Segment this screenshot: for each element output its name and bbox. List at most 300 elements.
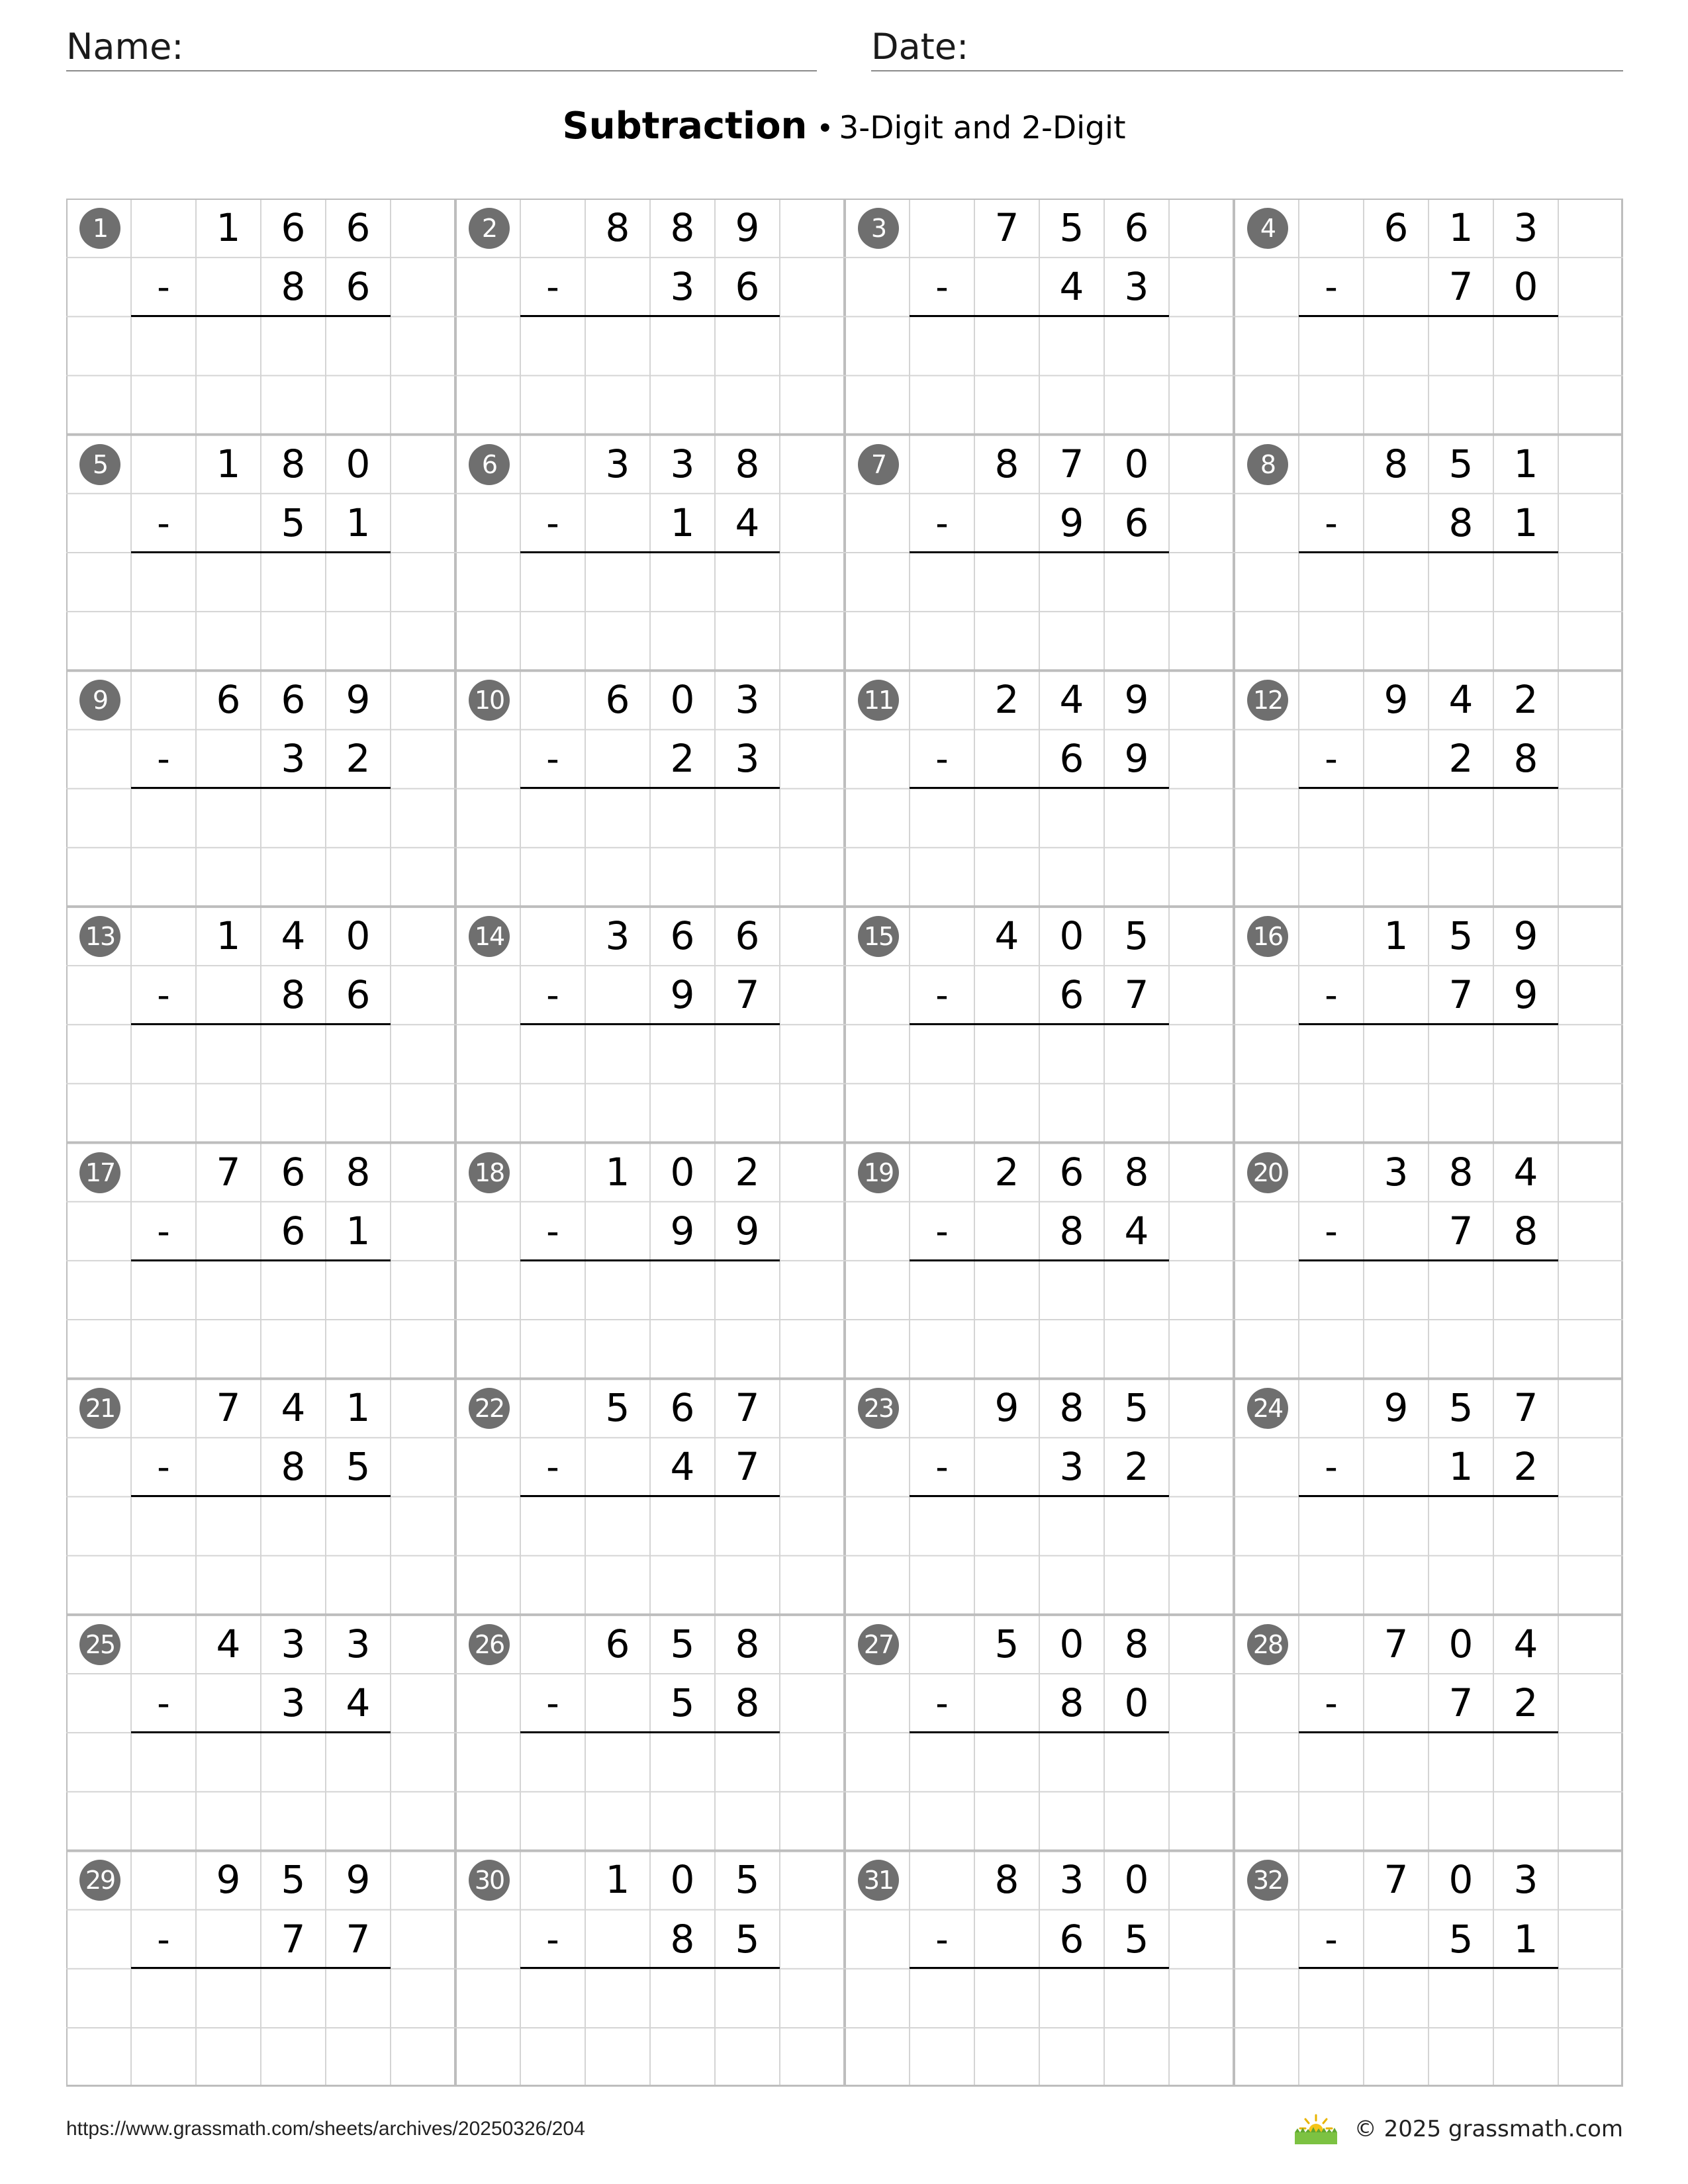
subtrahend-digit: 2: [1513, 1444, 1538, 1490]
minuend-digit: 6: [281, 1149, 306, 1195]
subtrahend-digit: 6: [1124, 500, 1149, 545]
minuend-digit: 6: [1059, 1149, 1084, 1195]
minuend-digit: 3: [1383, 1149, 1409, 1195]
subtrahend-digit: 6: [735, 264, 760, 310]
minuend-digit: 1: [1513, 441, 1538, 486]
subtrahend-digit: 3: [281, 736, 306, 782]
minuend-digit: 5: [1448, 441, 1474, 486]
minus-sign: -: [546, 738, 559, 780]
subtrahend-digit: 4: [1124, 1208, 1149, 1253]
minuend-digit: 6: [735, 913, 760, 958]
subtrahend-digit: 5: [1448, 1916, 1474, 1962]
minuend-digit: 3: [281, 1621, 306, 1666]
subtrahend-digit: 5: [1124, 1916, 1149, 1962]
problem-number-badge: 31: [858, 1860, 899, 1901]
problem-3: [845, 199, 1234, 434]
minus-sign: -: [935, 266, 949, 308]
problem-number-badge: 18: [469, 1152, 510, 1193]
subtrahend-digit: 3: [1059, 1444, 1084, 1490]
subtrahend-digit: 4: [346, 1680, 371, 1725]
minuend-digit: 8: [1383, 441, 1409, 486]
subtrahend-digit: 2: [1448, 736, 1474, 782]
minus-sign: -: [546, 974, 559, 1017]
answer-line: [1299, 1495, 1558, 1497]
minuend-digit: 0: [670, 1149, 695, 1195]
minuend-digit: 4: [216, 1621, 241, 1666]
minuend-digit: 6: [605, 1621, 630, 1666]
problem-13: [66, 907, 455, 1142]
minuend-digit: 5: [1448, 1385, 1474, 1431]
subtrahend-digit: 4: [735, 500, 760, 545]
minuend-digit: 3: [605, 441, 630, 486]
minuend-digit: 6: [346, 205, 371, 250]
minuend-digit: 6: [216, 677, 241, 723]
minuend-digit: 7: [1059, 441, 1084, 486]
footer-url: https://www.grassmath.com/sheets/archives/20250326/204: [66, 2118, 585, 2140]
problem-23: [845, 1379, 1234, 1614]
answer-line: [131, 1731, 391, 1733]
minus-sign: -: [157, 738, 170, 780]
minuend-digit: 7: [216, 1385, 241, 1431]
answer-line: [1299, 1023, 1558, 1025]
subtrahend-digit: 8: [1059, 1680, 1084, 1725]
problem-17: [66, 1143, 455, 1379]
minuend-digit: 3: [346, 1621, 371, 1666]
subtrahend-digit: 6: [346, 264, 371, 310]
problem-number-badge: 10: [469, 680, 510, 721]
minuend-digit: 1: [1448, 205, 1474, 250]
subtrahend-digit: 4: [670, 1444, 695, 1490]
minuend-digit: 1: [605, 1149, 630, 1195]
subtrahend-digit: 7: [346, 1916, 371, 1962]
minuend-digit: 8: [735, 441, 760, 486]
minuend-digit: 7: [1513, 1385, 1538, 1431]
minus-sign: -: [935, 738, 949, 780]
minuend-digit: 3: [605, 913, 630, 958]
minuend-digit: 9: [735, 205, 760, 250]
answer-line: [520, 551, 780, 553]
answer-line: [1299, 551, 1558, 553]
minuend-digit: 5: [1448, 913, 1474, 958]
subtrahend-digit: 7: [1448, 264, 1474, 310]
subtrahend-digit: 5: [735, 1916, 760, 1962]
problem-28: [1234, 1615, 1623, 1850]
minuend-digit: 9: [1383, 1385, 1409, 1431]
minus-sign: -: [157, 502, 170, 544]
minuend-digit: 0: [1059, 913, 1084, 958]
answer-line: [1299, 315, 1558, 317]
subtrahend-digit: 1: [346, 500, 371, 545]
minuend-digit: 3: [1513, 1857, 1538, 1903]
minuend-digit: 8: [281, 441, 306, 486]
subtrahend-digit: 9: [1513, 972, 1538, 1018]
answer-line: [910, 787, 1169, 789]
minus-sign: -: [935, 974, 949, 1017]
subtrahend-digit: 8: [1059, 1208, 1084, 1253]
minuend-digit: 0: [670, 1857, 695, 1903]
answer-line: [520, 1259, 780, 1261]
problem-number-badge: 7: [858, 444, 899, 485]
minus-sign: -: [157, 1682, 170, 1724]
answer-line: [131, 787, 391, 789]
subtrahend-digit: 1: [1448, 1444, 1474, 1490]
answer-line: [131, 1495, 391, 1497]
minuend-digit: 0: [346, 441, 371, 486]
minuend-digit: 1: [346, 1385, 371, 1431]
minuend-digit: 8: [346, 1149, 371, 1195]
problem-number-badge: 24: [1247, 1388, 1288, 1429]
minuend-digit: 5: [1124, 1385, 1149, 1431]
problem-number-badge: 19: [858, 1152, 899, 1193]
minus-sign: -: [546, 266, 559, 308]
minuend-digit: 9: [346, 1857, 371, 1903]
problem-11: [845, 670, 1234, 906]
minuend-digit: 5: [670, 1621, 695, 1666]
title-main: Subtraction: [562, 105, 808, 148]
minuend-digit: 1: [1383, 913, 1409, 958]
problem-7: [845, 435, 1234, 670]
minus-sign: -: [1325, 738, 1338, 780]
subtrahend-digit: 3: [735, 736, 760, 782]
minus-sign: -: [546, 502, 559, 544]
minuend-digit: 6: [1383, 205, 1409, 250]
problem-number-badge: 20: [1247, 1152, 1288, 1193]
minuend-digit: 6: [605, 677, 630, 723]
subtrahend-digit: 9: [735, 1208, 760, 1253]
minus-sign: -: [935, 1446, 949, 1488]
minus-sign: -: [1325, 1682, 1338, 1724]
subtrahend-digit: 9: [670, 1208, 695, 1253]
problem-2: [455, 199, 845, 434]
minuend-digit: 3: [1059, 1857, 1084, 1903]
answer-line: [520, 1495, 780, 1497]
subtrahend-digit: 3: [670, 264, 695, 310]
minus-sign: -: [935, 502, 949, 544]
minus-sign: -: [157, 1446, 170, 1488]
problem-14: [455, 907, 845, 1142]
answer-line: [520, 315, 780, 317]
date-label: Date:: [871, 26, 969, 68]
problem-number-badge: 4: [1247, 208, 1288, 249]
subtrahend-digit: 8: [281, 1444, 306, 1490]
subtrahend-digit: 1: [670, 500, 695, 545]
answer-line: [910, 1259, 1169, 1261]
minuend-digit: 1: [216, 205, 241, 250]
minuend-digit: 0: [1448, 1621, 1474, 1666]
subtrahend-digit: 1: [1513, 500, 1538, 545]
answer-line: [910, 1495, 1169, 1497]
title-bullet: •: [816, 112, 834, 146]
subtrahend-digit: 9: [670, 972, 695, 1018]
problem-number-badge: 27: [858, 1624, 899, 1665]
minus-sign: -: [546, 1210, 559, 1252]
subtrahend-digit: 8: [281, 264, 306, 310]
minuend-digit: 9: [346, 677, 371, 723]
subtrahend-digit: 2: [1124, 1444, 1149, 1490]
problem-8: [1234, 435, 1623, 670]
minuend-digit: 8: [735, 1621, 760, 1666]
minuend-digit: 7: [216, 1149, 241, 1195]
answer-line: [520, 787, 780, 789]
subtrahend-digit: 3: [1124, 264, 1149, 310]
problem-27: [845, 1615, 1234, 1850]
problem-number-badge: 23: [858, 1388, 899, 1429]
minuend-digit: 9: [1513, 913, 1538, 958]
minuend-digit: 4: [1513, 1149, 1538, 1195]
subtrahend-digit: 8: [1513, 1208, 1538, 1253]
minuend-digit: 4: [281, 1385, 306, 1431]
minuend-digit: 9: [1383, 677, 1409, 723]
problem-number-badge: 26: [469, 1624, 510, 1665]
title-subtitle: 3-Digit and 2-Digit: [839, 110, 1126, 146]
name-field[interactable]: [66, 24, 817, 71]
minuend-digit: 8: [670, 205, 695, 250]
subtrahend-digit: 5: [281, 500, 306, 545]
problem-12: [1234, 670, 1623, 906]
minuend-digit: 4: [994, 913, 1019, 958]
problem-number-badge: 1: [79, 208, 120, 249]
minus-sign: -: [935, 1918, 949, 1960]
subtrahend-digit: 8: [281, 972, 306, 1018]
problem-number-badge: 2: [469, 208, 510, 249]
minus-sign: -: [1325, 1446, 1338, 1488]
problem-number-badge: 9: [79, 680, 120, 721]
minus-sign: -: [157, 974, 170, 1017]
subtrahend-digit: 7: [1448, 1208, 1474, 1253]
minuend-digit: 7: [1383, 1857, 1409, 1903]
minus-sign: -: [546, 1918, 559, 1960]
minuend-digit: 3: [1513, 205, 1538, 250]
minuend-digit: 9: [1124, 677, 1149, 723]
problem-19: [845, 1143, 1234, 1379]
subtrahend-digit: 5: [346, 1444, 371, 1490]
problem-number-badge: 22: [469, 1388, 510, 1429]
problem-32: [1234, 1850, 1623, 2086]
subtrahend-digit: 6: [346, 972, 371, 1018]
subtrahend-digit: 8: [735, 1680, 760, 1725]
problem-5: [66, 435, 455, 670]
answer-line: [910, 1731, 1169, 1733]
minuend-digit: 4: [1059, 677, 1084, 723]
answer-line: [910, 551, 1169, 553]
minuend-digit: 0: [1448, 1857, 1474, 1903]
problem-9: [66, 670, 455, 906]
minuend-digit: 8: [1448, 1149, 1474, 1195]
minuend-digit: 5: [281, 1857, 306, 1903]
problem-number-badge: 15: [858, 916, 899, 957]
minuend-digit: 4: [1513, 1621, 1538, 1666]
problem-18: [455, 1143, 845, 1379]
answer-line: [910, 1967, 1169, 1969]
minus-sign: -: [1325, 266, 1338, 308]
minuend-digit: 7: [735, 1385, 760, 1431]
subtrahend-digit: 6: [1059, 736, 1084, 782]
subtrahend-digit: 6: [1059, 972, 1084, 1018]
problem-1: [66, 199, 455, 434]
problem-number-badge: 32: [1247, 1860, 1288, 1901]
minus-sign: -: [935, 1682, 949, 1724]
minuend-digit: 4: [1448, 677, 1474, 723]
subtrahend-digit: 2: [670, 736, 695, 782]
minuend-digit: 2: [1513, 677, 1538, 723]
subtrahend-digit: 5: [670, 1680, 695, 1725]
subtrahend-digit: 9: [1059, 500, 1084, 545]
subtrahend-digit: 7: [281, 1916, 306, 1962]
minus-sign: -: [546, 1446, 559, 1488]
minuend-digit: 6: [1124, 205, 1149, 250]
minuend-digit: 7: [994, 205, 1019, 250]
answer-line: [131, 551, 391, 553]
subtrahend-digit: 4: [1059, 264, 1084, 310]
answer-line: [131, 315, 391, 317]
minuend-digit: 6: [281, 677, 306, 723]
problem-number-badge: 25: [79, 1624, 120, 1665]
footer-brand: [1292, 2113, 1623, 2146]
problem-number-badge: 28: [1247, 1624, 1288, 1665]
minuend-digit: 8: [1059, 1385, 1084, 1431]
problem-25: [66, 1615, 455, 1850]
problem-29: [66, 1850, 455, 2086]
problem-number-badge: 5: [79, 444, 120, 485]
minuend-digit: 7: [1383, 1621, 1409, 1666]
problem-number-badge: 17: [79, 1152, 120, 1193]
minuend-digit: 3: [670, 441, 695, 486]
problem-grid: [66, 199, 1623, 2087]
subtrahend-digit: 0: [1513, 264, 1538, 310]
minuend-digit: 5: [1059, 205, 1084, 250]
subtrahend-digit: 6: [1059, 1916, 1084, 1962]
minus-sign: -: [1325, 1210, 1338, 1252]
minus-sign: -: [1325, 974, 1338, 1017]
minuend-digit: 5: [605, 1385, 630, 1431]
problem-10: [455, 670, 845, 906]
minuend-digit: 0: [346, 913, 371, 958]
problem-number-badge: 14: [469, 916, 510, 957]
problem-24: [1234, 1379, 1623, 1614]
minuend-digit: 5: [994, 1621, 1019, 1666]
answer-line: [520, 1023, 780, 1025]
problem-22: [455, 1379, 845, 1614]
answer-line: [131, 1023, 391, 1025]
subtrahend-digit: 8: [1513, 736, 1538, 782]
worksheet-title: [0, 105, 1688, 148]
answer-line: [520, 1731, 780, 1733]
minuend-digit: 2: [994, 677, 1019, 723]
problem-number-badge: 29: [79, 1860, 120, 1901]
minuend-digit: 0: [1124, 441, 1149, 486]
minuend-digit: 8: [1124, 1149, 1149, 1195]
problem-6: [455, 435, 845, 670]
minus-sign: -: [1325, 1918, 1338, 1960]
answer-line: [910, 315, 1169, 317]
subtrahend-digit: 2: [1513, 1680, 1538, 1725]
date-field[interactable]: [871, 24, 1623, 71]
minuend-digit: 4: [281, 913, 306, 958]
subtrahend-digit: 8: [1448, 500, 1474, 545]
minuend-digit: 8: [1124, 1621, 1149, 1666]
minus-sign: -: [157, 1210, 170, 1252]
minuend-digit: 3: [735, 677, 760, 723]
subtrahend-digit: 1: [1513, 1916, 1538, 1962]
problem-4: [1234, 199, 1623, 434]
problem-16: [1234, 907, 1623, 1142]
problem-number-badge: 3: [858, 208, 899, 249]
problem-number-badge: 13: [79, 916, 120, 957]
problem-number-badge: 11: [858, 680, 899, 721]
answer-line: [131, 1967, 391, 1969]
subtrahend-digit: 3: [281, 1680, 306, 1725]
grass-sun-logo-icon: [1292, 2113, 1340, 2146]
problem-26: [455, 1615, 845, 1850]
subtrahend-digit: 0: [1124, 1680, 1149, 1725]
problem-15: [845, 907, 1234, 1142]
minuend-digit: 9: [994, 1385, 1019, 1431]
minuend-digit: 0: [670, 677, 695, 723]
minuend-digit: 0: [1124, 1857, 1149, 1903]
minuend-digit: 1: [605, 1857, 630, 1903]
minuend-digit: 6: [281, 205, 306, 250]
problem-31: [845, 1850, 1234, 2086]
minuend-digit: 8: [605, 205, 630, 250]
minuend-digit: 8: [994, 441, 1019, 486]
problem-number-badge: 12: [1247, 680, 1288, 721]
subtrahend-digit: 2: [346, 736, 371, 782]
minuend-digit: 6: [670, 913, 695, 958]
problem-number-badge: 16: [1247, 916, 1288, 957]
problem-number-badge: 8: [1247, 444, 1288, 485]
subtrahend-digit: 7: [1448, 1680, 1474, 1725]
minuend-digit: 0: [1059, 1621, 1084, 1666]
answer-line: [131, 1259, 391, 1261]
answer-line: [1299, 1731, 1558, 1733]
subtrahend-digit: 8: [670, 1916, 695, 1962]
minuend-digit: 8: [994, 1857, 1019, 1903]
subtrahend-digit: 6: [281, 1208, 306, 1253]
subtrahend-digit: 7: [1124, 972, 1149, 1018]
minuend-digit: 2: [735, 1149, 760, 1195]
footer-copyright: © 2025 grassmath.com: [1354, 2116, 1623, 2142]
minuend-digit: 5: [1124, 913, 1149, 958]
answer-line: [910, 1023, 1169, 1025]
subtrahend-digit: 7: [735, 1444, 760, 1490]
subtrahend-digit: 1: [346, 1208, 371, 1253]
minus-sign: -: [1325, 502, 1338, 544]
answer-line: [1299, 1967, 1558, 1969]
problem-number-badge: 6: [469, 444, 510, 485]
problem-number-badge: 21: [79, 1388, 120, 1429]
subtrahend-digit: 7: [735, 972, 760, 1018]
subtrahend-digit: 9: [1124, 736, 1149, 782]
problem-number-badge: 30: [469, 1860, 510, 1901]
minus-sign: -: [157, 266, 170, 308]
answer-line: [1299, 787, 1558, 789]
minuend-digit: 1: [216, 441, 241, 486]
minuend-digit: 5: [735, 1857, 760, 1903]
subtrahend-digit: 7: [1448, 972, 1474, 1018]
minuend-digit: 6: [670, 1385, 695, 1431]
minuend-digit: 9: [216, 1857, 241, 1903]
answer-line: [520, 1967, 780, 1969]
problem-20: [1234, 1143, 1623, 1379]
problem-21: [66, 1379, 455, 1614]
problem-30: [455, 1850, 845, 2086]
minus-sign: -: [546, 1682, 559, 1724]
minus-sign: -: [935, 1210, 949, 1252]
answer-line: [1299, 1259, 1558, 1261]
name-label: Name:: [66, 26, 184, 68]
minuend-digit: 2: [994, 1149, 1019, 1195]
minus-sign: -: [157, 1918, 170, 1960]
